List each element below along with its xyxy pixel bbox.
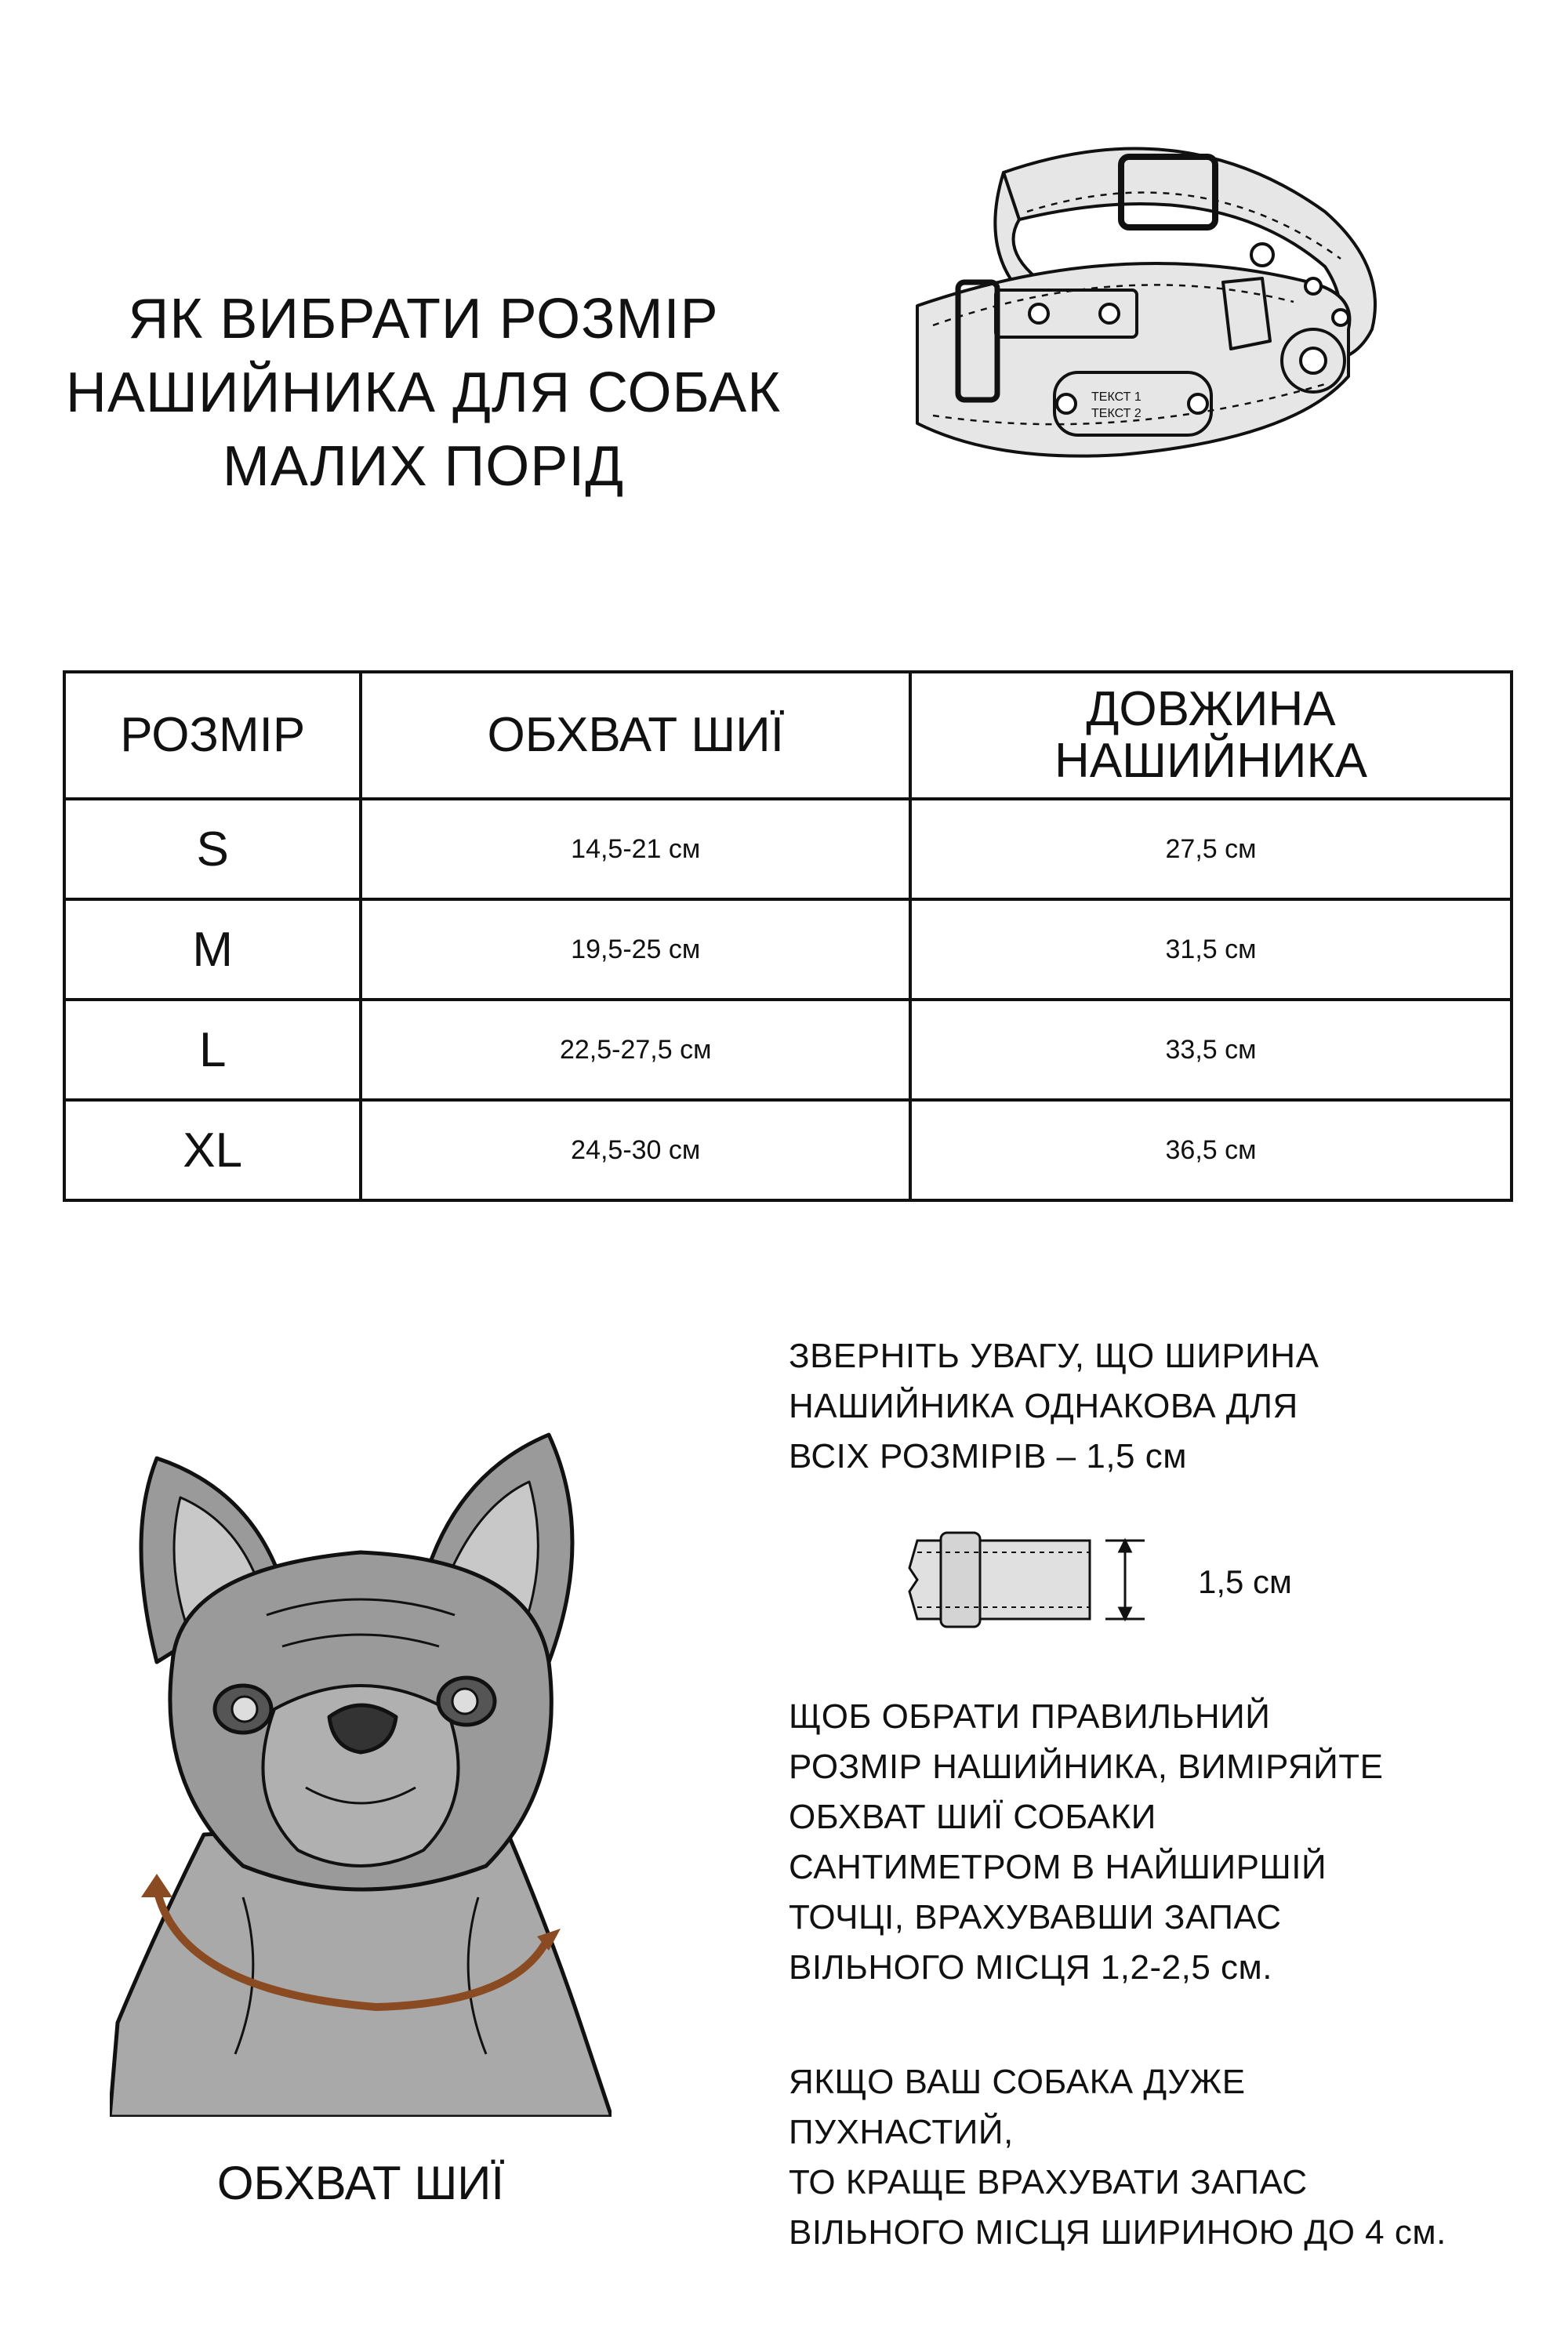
strap-width-label: 1,5 см (1198, 1563, 1292, 1600)
note-line: ТОЧЦІ, ВРАХУВАВШИ ЗАПАС (789, 1898, 1282, 1936)
collar-length-cell: 31,5 см (910, 899, 1512, 1000)
neck-girth-cell: 24,5-30 см (361, 1100, 910, 1200)
size-cell: L (64, 1000, 361, 1100)
width-note (789, 1331, 1319, 1482)
tag-text-1: ТЕКСТ 1 (1091, 390, 1142, 404)
size-cell: S (64, 799, 361, 899)
strap-width-illustration (902, 1525, 1152, 1635)
table-row (64, 1100, 1512, 1200)
table-row (64, 899, 1512, 1000)
header-collar-length: ДОВЖИНА НАШИЙНИКА (910, 672, 1512, 799)
note-line: ЯКЩО ВАШ СОБАКА ДУЖЕ (789, 2063, 1246, 2101)
neck-girth-caption: ОБХВАТ ШИЇ (216, 2157, 505, 2209)
collar-length-cell: 36,5 см (910, 1100, 1512, 1200)
collars-illustration (886, 125, 1435, 533)
size-cell: XL (64, 1100, 361, 1200)
table-row (64, 1000, 1512, 1100)
neck-girth-cell: 14,5-21 см (361, 799, 910, 899)
title-line: ЯК ВИБРАТИ РОЗМІР (128, 288, 719, 350)
note-line: ПУХНАСТИЙ, (789, 2113, 1014, 2151)
neck-girth-cell: 22,5-27,5 см (361, 1000, 910, 1100)
collar-length-cell: 27,5 см (910, 799, 1512, 899)
note-line: РОЗМІР НАШИЙНИКА, ВИМІРЯЙТЕ (789, 1748, 1384, 1786)
tag-text-2: ТЕКСТ 2 (1091, 407, 1142, 420)
measure-note (789, 1692, 1384, 1993)
note-line: ОБХВАТ ШИЇ СОБАКИ (789, 1798, 1156, 1836)
note-line: ВІЛЬНОГО МІСЦЯ ШИРИНОЮ ДО 4 см. (789, 2213, 1446, 2252)
note-line: НАШИЙНИКА ОДНАКОВА ДЛЯ (789, 1387, 1298, 1425)
size-cell: M (64, 899, 361, 1000)
note-line: ТО КРАЩЕ ВРАХУВАТИ ЗАПАС (789, 2163, 1308, 2201)
note-line: ВСІХ РОЗМІРІВ – 1,5 см (789, 1437, 1187, 1475)
note-line: ВІЛЬНОГО МІСЦЯ 1,2-2,5 см. (789, 1948, 1273, 1987)
table-header-row (64, 672, 1512, 799)
collar-length-cell: 33,5 см (910, 1000, 1512, 1100)
note-line: САНТИМЕТРОМ В НАЙШИРШІЙ (789, 1848, 1327, 1886)
title-line: НАШИЙНИКА ДЛЯ СОБАК (65, 361, 782, 424)
note-line: ЗВЕРНІТЬ УВАГУ, ЩО ШИРИНА (789, 1337, 1319, 1375)
header-neck-girth: ОБХВАТ ШИЇ (361, 672, 910, 799)
table-row (64, 799, 1512, 899)
page-title (31, 282, 815, 503)
fluffy-dog-note (789, 2057, 1446, 2258)
title-line: МАЛИХ ПОРІД (222, 435, 625, 498)
header-size: РОЗМІР (64, 672, 361, 799)
size-table (63, 670, 1513, 1202)
neck-girth-cell: 19,5-25 см (361, 899, 910, 1000)
note-line: ЩОБ ОБРАТИ ПРАВИЛЬНИЙ (789, 1697, 1271, 1736)
dog-neck-illustration (110, 1427, 612, 2117)
